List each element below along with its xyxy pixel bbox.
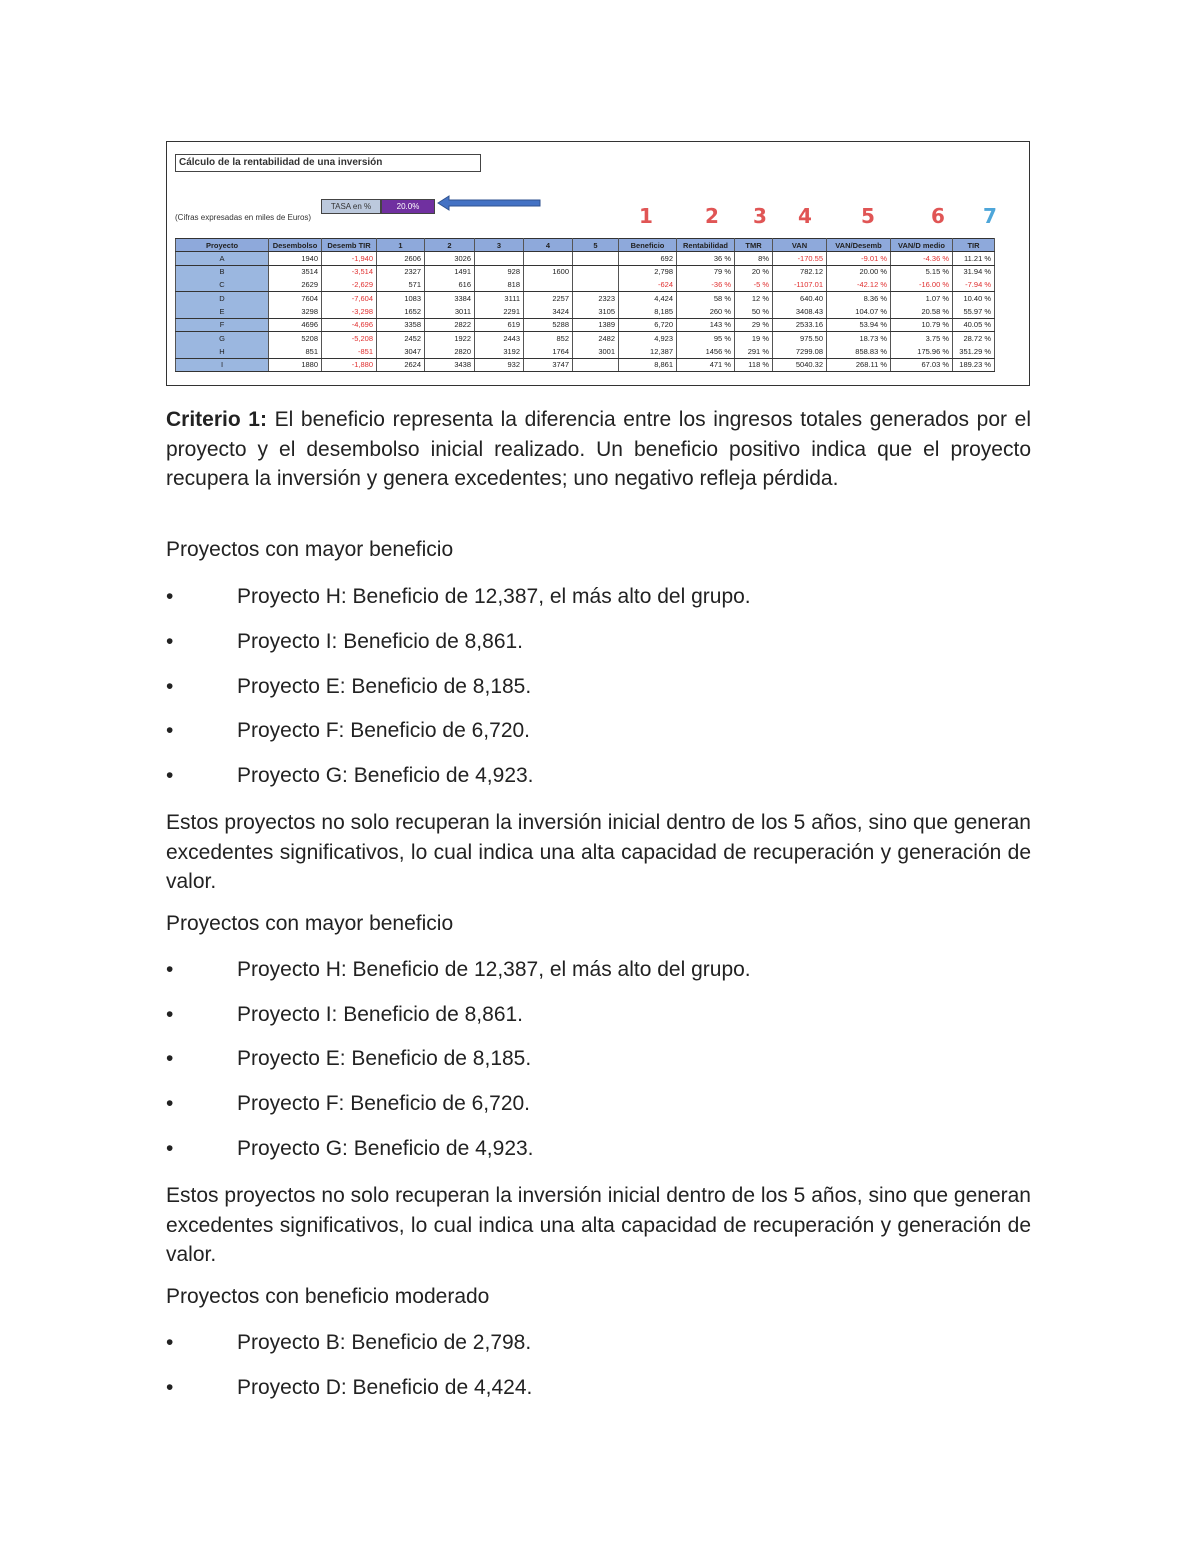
table-cell: -7,604 [322, 292, 377, 305]
table-row [176, 318, 995, 331]
project-cell: I [176, 358, 269, 371]
table-cell: 2,798 [619, 265, 677, 278]
list-item-text: Proyecto I: Beneficio de 8,861. [237, 1003, 524, 1026]
table-cell [475, 252, 524, 265]
table-cell: 2624 [377, 358, 425, 371]
project-cell: E [176, 305, 269, 318]
section-2-heading: Proyectos con mayor beneficio [166, 912, 454, 935]
table-cell: 8% [735, 252, 773, 265]
table-cell: 50 % [735, 305, 773, 318]
project-cell: D [176, 292, 269, 305]
table-cell: -1,940 [322, 252, 377, 265]
table-cell: 18.73 % [827, 332, 891, 345]
table-row [176, 292, 995, 305]
table-cell: -7.94 % [953, 278, 995, 291]
table-cell: 20.00 % [827, 265, 891, 278]
bullet-icon: • [166, 1047, 174, 1070]
table-cell: 3358 [377, 318, 425, 331]
table-cell: 3298 [269, 305, 322, 318]
header-cell: VAN/Desemb [827, 239, 891, 252]
table-cell: 3384 [425, 292, 475, 305]
bullet-icon: • [166, 585, 174, 608]
table-cell: 260 % [677, 305, 735, 318]
header-cell: TIR [953, 239, 995, 252]
table-cell: 67.03 % [891, 358, 953, 371]
table-cell: 19 % [735, 332, 773, 345]
bullet-icon: • [166, 719, 174, 742]
bullet-icon: • [166, 1003, 174, 1026]
header-cell: Beneficio [619, 239, 677, 252]
table-cell: 851 [269, 345, 322, 358]
table-cell: 4696 [269, 318, 322, 331]
header-cell: TMR [735, 239, 773, 252]
table-cell: 2257 [524, 292, 573, 305]
spreadsheet-title: Cálculo de la rentabilidad de una inversión [175, 154, 481, 172]
table-cell: -5,208 [322, 332, 377, 345]
table-cell: -36 % [677, 278, 735, 291]
table-cell: 2629 [269, 278, 322, 291]
list-item-text: Proyecto D: Beneficio de 4,424. [237, 1376, 533, 1399]
table-cell: -5 % [735, 278, 773, 291]
table-row [176, 305, 995, 318]
section-3-heading: Proyectos con beneficio moderado [166, 1285, 490, 1308]
bullet-icon: • [166, 1331, 174, 1354]
criterio-1-label: Criterio 1: [166, 408, 267, 431]
table-cell: 619 [475, 318, 524, 331]
table-cell: 3747 [524, 358, 573, 371]
list-item-text: Proyecto F: Beneficio de 6,720. [237, 719, 531, 742]
table-cell: 3408.43 [773, 305, 827, 318]
table-cell: 36 % [677, 252, 735, 265]
bullet-icon: • [166, 1092, 174, 1115]
table-cell: 10.40 % [953, 292, 995, 305]
list-item-text: Proyecto E: Beneficio de 8,185. [237, 1047, 532, 1070]
header-cell: Proyecto [176, 239, 269, 252]
table-cell: -624 [619, 278, 677, 291]
table-cell: 53.94 % [827, 318, 891, 331]
table-cell: 40.05 % [953, 318, 995, 331]
table-row [176, 332, 995, 345]
criterion-number-7: 7 [983, 204, 997, 228]
project-cell: H [176, 345, 269, 358]
table-cell [573, 265, 619, 278]
section-1-conclusion: Estos proyectos no solo recuperan la inversión inicial dentro de los 5 años, sino que generan excedentes significativos, lo cual indica una alta capacidad de recuperación y generación de valor. [166, 811, 1031, 893]
table-row [176, 345, 995, 358]
investment-table [175, 238, 995, 372]
header-cell: Desemb TIR [322, 239, 377, 252]
table-cell [524, 278, 573, 291]
table-cell: 1880 [269, 358, 322, 371]
table-cell: 175.96 % [891, 345, 953, 358]
table-cell: 104.07 % [827, 305, 891, 318]
table-cell: -2,629 [322, 278, 377, 291]
table-cell: 3514 [269, 265, 322, 278]
table-cell: 351.29 % [953, 345, 995, 358]
table-cell: 5208 [269, 332, 322, 345]
criterion-number-6: 6 [931, 204, 945, 228]
table-cell: -1107.01 [773, 278, 827, 291]
table-cell: -3,514 [322, 265, 377, 278]
table-cell: 2443 [475, 332, 524, 345]
table-cell: 55.97 % [953, 305, 995, 318]
list-item-text: Proyecto F: Beneficio de 6,720. [237, 1092, 531, 1115]
table-header-row [176, 239, 995, 252]
table-row [176, 265, 995, 278]
table-cell: 268.11 % [827, 358, 891, 371]
table-row [176, 252, 995, 265]
table-cell: 3424 [524, 305, 573, 318]
table-cell: 1491 [425, 265, 475, 278]
list-item-text: Proyecto B: Beneficio de 2,798. [237, 1331, 532, 1354]
project-cell: A [176, 252, 269, 265]
table-cell: 28.72 % [953, 332, 995, 345]
table-cell: -4,696 [322, 318, 377, 331]
table-cell: 11.21 % [953, 252, 995, 265]
table-cell [573, 278, 619, 291]
table-cell: 8,861 [619, 358, 677, 371]
table-cell: 3192 [475, 345, 524, 358]
criterio-1-text: El beneficio representa la diferencia entre los ingresos totales generados por el proyecto y el desembolso inicial realizado. Un beneficio positivo indica que el proyecto recupera la inversión y genera excedentes; uno negativo refleja pérdida. [166, 408, 1031, 490]
table-cell: -16.00 % [891, 278, 953, 291]
bullet-icon: • [166, 1137, 174, 1160]
header-cell: Rentabilidad [677, 239, 735, 252]
list-item-text: Proyecto E: Beneficio de 8,185. [237, 675, 532, 698]
list-item-text: Proyecto H: Beneficio de 12,387, el más alto del grupo. [237, 585, 751, 608]
table-cell: -1,880 [322, 358, 377, 371]
table-cell: 31.94 % [953, 265, 995, 278]
table-cell: 852 [524, 332, 573, 345]
table-cell: 20 % [735, 265, 773, 278]
table-cell: 118 % [735, 358, 773, 371]
header-cell: 3 [475, 239, 524, 252]
table-cell: 2452 [377, 332, 425, 345]
table-cell: 858.83 % [827, 345, 891, 358]
table-cell: 20.58 % [891, 305, 953, 318]
table-cell: -851 [322, 345, 377, 358]
table-cell: 2822 [425, 318, 475, 331]
table-cell: 3047 [377, 345, 425, 358]
table-cell: 5040.32 [773, 358, 827, 371]
table-cell: 12,387 [619, 345, 677, 358]
table-cell: 1764 [524, 345, 573, 358]
table-row [176, 278, 995, 291]
table-cell: 58 % [677, 292, 735, 305]
table-cell: 571 [377, 278, 425, 291]
table-cell: 29 % [735, 318, 773, 331]
table-row [176, 358, 995, 371]
units-note: (Cifras expresadas en miles de Euros) [175, 213, 312, 222]
list-item-text: Proyecto H: Beneficio de 12,387, el más alto del grupo. [237, 958, 751, 981]
project-cell: C [176, 278, 269, 291]
table-cell: 1652 [377, 305, 425, 318]
project-cell: F [176, 318, 269, 331]
table-cell: 3026 [425, 252, 475, 265]
project-cell: G [176, 332, 269, 345]
table-cell: -3,298 [322, 305, 377, 318]
table-cell: 3105 [573, 305, 619, 318]
table-cell: 5.15 % [891, 265, 953, 278]
table-cell: 1083 [377, 292, 425, 305]
table-cell: 2323 [573, 292, 619, 305]
criterion-number-5: 5 [861, 204, 875, 228]
criterion-number-1: 1 [639, 204, 653, 228]
criterion-number-4: 4 [798, 204, 812, 228]
table-cell: 3001 [573, 345, 619, 358]
table-cell: -42.12 % [827, 278, 891, 291]
table-cell: 189.23 % [953, 358, 995, 371]
criterion-number-2: 2 [705, 204, 719, 228]
header-cell: 4 [524, 239, 573, 252]
table-cell: 6,720 [619, 318, 677, 331]
table-cell [524, 252, 573, 265]
table-cell: 12 % [735, 292, 773, 305]
list-item-text: Proyecto G: Beneficio de 4,923. [237, 1137, 534, 1160]
table-cell: 7299.08 [773, 345, 827, 358]
table-cell: 8.36 % [827, 292, 891, 305]
table-cell: 79 % [677, 265, 735, 278]
bullet-icon: • [166, 675, 174, 698]
table-cell: -170.55 [773, 252, 827, 265]
table-cell: 975.50 [773, 332, 827, 345]
table-cell: 2606 [377, 252, 425, 265]
bullet-icon: • [166, 958, 174, 981]
table-cell: 782.12 [773, 265, 827, 278]
table-cell: 2482 [573, 332, 619, 345]
table-cell: 143 % [677, 318, 735, 331]
table-cell: 4,424 [619, 292, 677, 305]
table-cell: 2533.16 [773, 318, 827, 331]
table-cell: 616 [425, 278, 475, 291]
table-cell: 932 [475, 358, 524, 371]
table-cell: 8,185 [619, 305, 677, 318]
bullet-icon: • [166, 630, 174, 653]
tasa-label: TASA en % [321, 199, 381, 214]
bullet-icon: • [166, 764, 174, 787]
table-cell: 818 [475, 278, 524, 291]
table-cell: 291 % [735, 345, 773, 358]
table-cell [573, 358, 619, 371]
table-cell: 4,923 [619, 332, 677, 345]
table-cell [573, 252, 619, 265]
section-1-heading: Proyectos con mayor beneficio [166, 538, 454, 561]
table-cell: 1456 % [677, 345, 735, 358]
table-cell: 5288 [524, 318, 573, 331]
table-cell: 95 % [677, 332, 735, 345]
table-cell: 640.40 [773, 292, 827, 305]
table-cell: 7604 [269, 292, 322, 305]
header-cell: 2 [425, 239, 475, 252]
table-cell: -4.36 % [891, 252, 953, 265]
table-cell: 1.07 % [891, 292, 953, 305]
table-cell: 1389 [573, 318, 619, 331]
header-cell: Desembolso [269, 239, 322, 252]
table-cell: 2291 [475, 305, 524, 318]
table-cell: 1922 [425, 332, 475, 345]
header-cell: 5 [573, 239, 619, 252]
header-cell: VAN/D medio [891, 239, 953, 252]
table-cell: 471 % [677, 358, 735, 371]
project-cell: B [176, 265, 269, 278]
spreadsheet-screenshot [166, 141, 1030, 386]
table-cell: 10.79 % [891, 318, 953, 331]
table-cell: 3.75 % [891, 332, 953, 345]
header-cell: 1 [377, 239, 425, 252]
list-item-text: Proyecto G: Beneficio de 4,923. [237, 764, 534, 787]
table-cell: 3438 [425, 358, 475, 371]
table-cell: 3011 [425, 305, 475, 318]
criterion-number-3: 3 [753, 204, 767, 228]
table-cell: 2820 [425, 345, 475, 358]
table-cell: 692 [619, 252, 677, 265]
table-cell: 1940 [269, 252, 322, 265]
table-cell: -9.01 % [827, 252, 891, 265]
section-2-conclusion: Estos proyectos no solo recuperan la inversión inicial dentro de los 5 años, sino que generan excedentes significativos, lo cual indica una alta capacidad de recuperación y generación de valor. [166, 1184, 1031, 1266]
bullet-icon: • [166, 1376, 174, 1399]
header-cell: VAN [773, 239, 827, 252]
criterio-1-paragraph [166, 405, 1031, 494]
list-item-text: Proyecto I: Beneficio de 8,861. [237, 630, 524, 653]
left-arrow-icon [437, 195, 543, 211]
table-cell: 2327 [377, 265, 425, 278]
table-cell: 3111 [475, 292, 524, 305]
table-cell: 1600 [524, 265, 573, 278]
tasa-value: 20.0% [381, 199, 435, 214]
table-cell: 928 [475, 265, 524, 278]
